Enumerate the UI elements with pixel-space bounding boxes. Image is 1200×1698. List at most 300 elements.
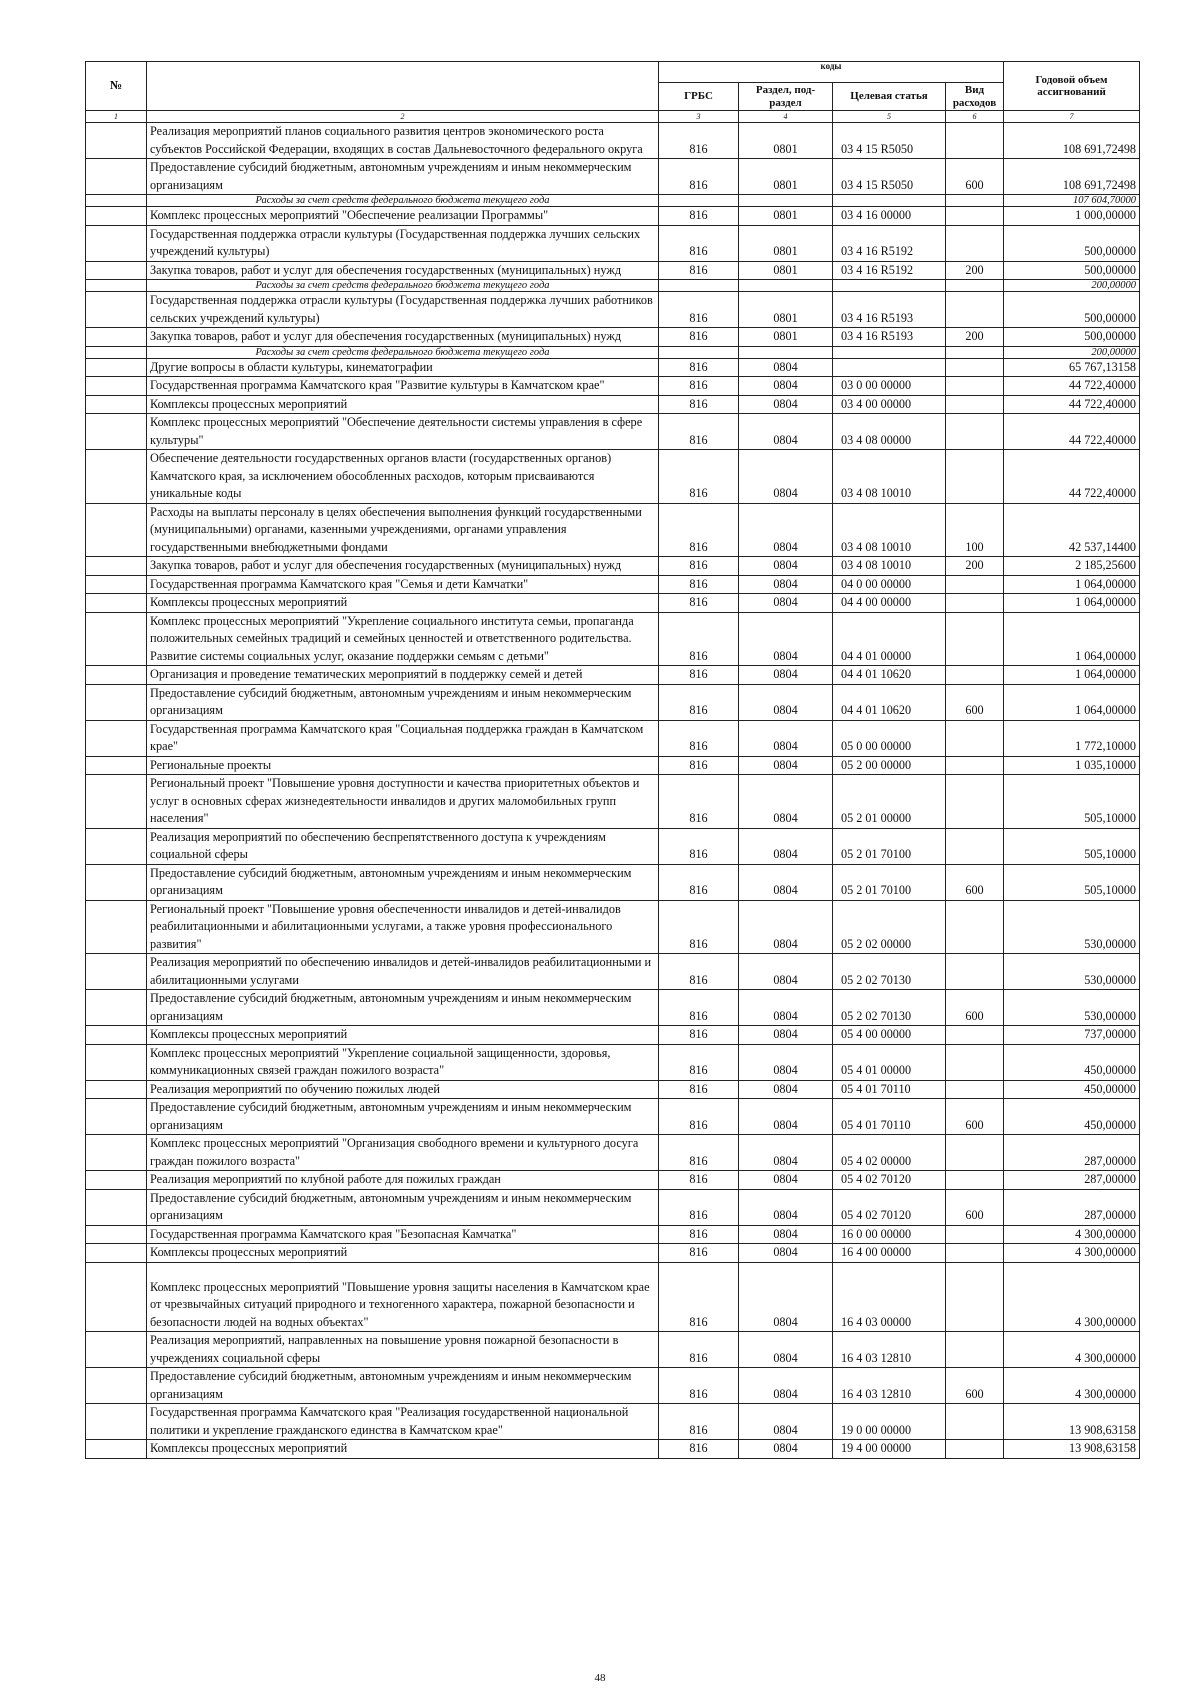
- row-name: Закупка товаров, работ и услуг для обеспечения государственных (муниципальных) нужд: [147, 557, 659, 576]
- row-expense-type: 600: [946, 1099, 1004, 1135]
- row-expense-type: 600: [946, 1189, 1004, 1225]
- row-name: Обеспечение деятельности государственных органов власти (государственных органов) Камчатского края, за исключением обособленных расходов, которым присваиваются уникальные коды: [147, 450, 659, 504]
- table-row: [86, 346, 1140, 358]
- table-row: [86, 828, 1140, 864]
- row-rzpr: 0801: [739, 159, 833, 195]
- column-index: 3: [659, 111, 739, 123]
- row-grbs: 816: [659, 864, 739, 900]
- row-target-article: 05 2 02 00000: [833, 900, 946, 954]
- row-name: Государственная программа Камчатского края "Реализация государственной национальной политики и укрепление гражданского единства в Камчатском крае": [147, 1404, 659, 1440]
- table-row: [86, 159, 1140, 195]
- row-amount: 287,00000: [1004, 1135, 1140, 1171]
- row-amount: 737,00000: [1004, 1026, 1140, 1045]
- row-grbs: 816: [659, 900, 739, 954]
- row-target-article: 05 4 01 00000: [833, 1044, 946, 1080]
- row-target-article: 05 4 01 70110: [833, 1099, 946, 1135]
- row-name: Расходы на выплаты персоналу в целях обеспечения выполнения функций государственными (муниципальными) органами, казенными учреждениями, органами управления государственными внебюджетными фондами: [147, 503, 659, 557]
- row-target-article: 03 4 08 00000: [833, 414, 946, 450]
- row-amount: 500,00000: [1004, 261, 1140, 280]
- row-expense-type: [946, 346, 1004, 358]
- row-rzpr: 0804: [739, 990, 833, 1026]
- row-number: [86, 450, 147, 504]
- row-number: [86, 225, 147, 261]
- row-expense-type: 100: [946, 503, 1004, 557]
- column-index: 4: [739, 111, 833, 123]
- row-expense-type: 600: [946, 864, 1004, 900]
- row-amount: 1 064,00000: [1004, 612, 1140, 666]
- row-rzpr: 0804: [739, 414, 833, 450]
- table-row: [86, 1244, 1140, 1263]
- row-amount: 4 300,00000: [1004, 1332, 1140, 1368]
- row-rzpr: 0804: [739, 450, 833, 504]
- row-amount: 4 300,00000: [1004, 1368, 1140, 1404]
- row-grbs: 816: [659, 720, 739, 756]
- row-grbs: 816: [659, 159, 739, 195]
- row-grbs: 816: [659, 395, 739, 414]
- row-expense-type: [946, 395, 1004, 414]
- row-number: [86, 1044, 147, 1080]
- row-expense-type: [946, 828, 1004, 864]
- row-amount: 1 064,00000: [1004, 684, 1140, 720]
- row-rzpr: 0804: [739, 1026, 833, 1045]
- row-grbs: 816: [659, 1404, 739, 1440]
- row-rzpr: 0804: [739, 1044, 833, 1080]
- row-target-article: [833, 358, 946, 377]
- table-row: [86, 207, 1140, 226]
- row-rzpr: 0801: [739, 123, 833, 159]
- header-codes: коды: [659, 62, 1004, 83]
- row-grbs: 816: [659, 1332, 739, 1368]
- table-row: [86, 1026, 1140, 1045]
- row-target-article: 05 2 00 00000: [833, 756, 946, 775]
- row-grbs: 816: [659, 1135, 739, 1171]
- row-number: [86, 503, 147, 557]
- row-grbs: 816: [659, 414, 739, 450]
- table-row: [86, 900, 1140, 954]
- row-grbs: 816: [659, 450, 739, 504]
- row-amount: 505,10000: [1004, 864, 1140, 900]
- column-index: 1: [86, 111, 147, 123]
- row-number: [86, 954, 147, 990]
- row-amount: 450,00000: [1004, 1080, 1140, 1099]
- row-target-article: 03 4 08 10010: [833, 503, 946, 557]
- column-index: 7: [1004, 111, 1140, 123]
- row-name: Региональный проект "Повышение уровня доступности и качества приоритетных объектов и услуг в основных сферах жизнедеятельности инвалидов и других маломобильных групп населения": [147, 775, 659, 829]
- table-row: [86, 1332, 1140, 1368]
- table-row: [86, 1080, 1140, 1099]
- row-amount: 1 035,10000: [1004, 756, 1140, 775]
- row-target-article: 05 2 02 70130: [833, 954, 946, 990]
- row-expense-type: [946, 207, 1004, 226]
- row-name: Государственная поддержка отрасли культуры (Государственная поддержка лучших сельских учреждений культуры): [147, 225, 659, 261]
- table-row: [86, 594, 1140, 613]
- row-name: Предоставление субсидий бюджетным, автономным учреждениям и иным некоммерческим организациям: [147, 159, 659, 195]
- row-expense-type: [946, 900, 1004, 954]
- row-amount: 1 064,00000: [1004, 666, 1140, 685]
- row-rzpr: 0804: [739, 594, 833, 613]
- row-grbs: 816: [659, 1171, 739, 1190]
- row-name: Организация и проведение тематических мероприятий в поддержку семей и детей: [147, 666, 659, 685]
- row-target-article: 03 4 16 R5193: [833, 292, 946, 328]
- row-expense-type: 200: [946, 261, 1004, 280]
- table-row: [86, 954, 1140, 990]
- row-name: Комплексы процессных мероприятий: [147, 395, 659, 414]
- row-expense-type: [946, 377, 1004, 396]
- row-name: Реализация мероприятий по обучению пожилых людей: [147, 1080, 659, 1099]
- row-rzpr: 0804: [739, 1262, 833, 1332]
- table-row: [86, 195, 1140, 207]
- row-amount: 108 691,72498: [1004, 159, 1140, 195]
- row-number: [86, 684, 147, 720]
- table-row: [86, 1135, 1140, 1171]
- table-row: [86, 328, 1140, 347]
- row-number: [86, 575, 147, 594]
- row-target-article: 05 2 01 70100: [833, 828, 946, 864]
- row-number: [86, 1262, 147, 1332]
- row-rzpr: [739, 346, 833, 358]
- row-expense-type: [946, 225, 1004, 261]
- table-row: [86, 450, 1140, 504]
- row-target-article: 05 4 02 00000: [833, 1135, 946, 1171]
- row-rzpr: 0804: [739, 575, 833, 594]
- table-row: [86, 1099, 1140, 1135]
- row-rzpr: 0804: [739, 900, 833, 954]
- row-amount: 4 300,00000: [1004, 1225, 1140, 1244]
- row-name: Комплекс процессных мероприятий "Повышение уровня защиты населения в Камчатском крае от чрезвычайных ситуаций природного и техногенного характера, пожарной безопасности и безопасности людей на водных объектах": [147, 1262, 659, 1332]
- row-name: Закупка товаров, работ и услуг для обеспечения государственных (муниципальных) нужд: [147, 261, 659, 280]
- table-row: [86, 756, 1140, 775]
- row-rzpr: 0804: [739, 954, 833, 990]
- table-row: [86, 1262, 1140, 1332]
- row-grbs: 816: [659, 377, 739, 396]
- column-index: 2: [147, 111, 659, 123]
- table-row: [86, 395, 1140, 414]
- row-name: Комплексы процессных мероприятий: [147, 594, 659, 613]
- row-rzpr: 0801: [739, 261, 833, 280]
- row-target-article: 03 4 16 R5192: [833, 225, 946, 261]
- row-number: [86, 159, 147, 195]
- row-amount: 13 908,63158: [1004, 1404, 1140, 1440]
- row-expense-type: [946, 954, 1004, 990]
- row-grbs: 816: [659, 292, 739, 328]
- row-target-article: 04 4 01 10620: [833, 684, 946, 720]
- row-target-article: 16 4 03 00000: [833, 1262, 946, 1332]
- row-rzpr: 0804: [739, 377, 833, 396]
- row-number: [86, 328, 147, 347]
- row-target-article: 16 4 00 00000: [833, 1244, 946, 1263]
- table-row: [86, 1189, 1140, 1225]
- row-expense-type: [946, 1440, 1004, 1459]
- row-name: Реализация мероприятий по клубной работе для пожилых граждан: [147, 1171, 659, 1190]
- row-amount: 44 722,40000: [1004, 395, 1140, 414]
- row-number: [86, 756, 147, 775]
- row-grbs: 816: [659, 775, 739, 829]
- row-target-article: 04 4 01 10620: [833, 666, 946, 685]
- row-name: Государственная поддержка отрасли культуры (Государственная поддержка лучших работников сельских учреждений культуры): [147, 292, 659, 328]
- row-amount: 44 722,40000: [1004, 377, 1140, 396]
- row-expense-type: 600: [946, 159, 1004, 195]
- row-grbs: 816: [659, 1244, 739, 1263]
- row-grbs: 816: [659, 358, 739, 377]
- row-target-article: 03 0 00 00000: [833, 377, 946, 396]
- row-name: Реализация мероприятий по обеспечению инвалидов и детей-инвалидов реабилитационными и абилитационными услугами: [147, 954, 659, 990]
- row-amount: 4 300,00000: [1004, 1244, 1140, 1263]
- table-row: [86, 414, 1140, 450]
- row-grbs: 816: [659, 828, 739, 864]
- row-amount: 200,00000: [1004, 280, 1140, 292]
- row-amount: 44 722,40000: [1004, 414, 1140, 450]
- table-row: [86, 503, 1140, 557]
- row-amount: 1 772,10000: [1004, 720, 1140, 756]
- row-amount: 108 691,72498: [1004, 123, 1140, 159]
- row-number: [86, 612, 147, 666]
- row-expense-type: [946, 1332, 1004, 1368]
- row-target-article: [833, 195, 946, 207]
- row-rzpr: [739, 195, 833, 207]
- row-grbs: 816: [659, 1026, 739, 1045]
- table-row: [86, 1044, 1140, 1080]
- table-row: [86, 1171, 1140, 1190]
- row-target-article: 04 4 01 00000: [833, 612, 946, 666]
- header-volume: Годовой объем ассигнований: [1004, 62, 1140, 111]
- table-row: [86, 292, 1140, 328]
- table-header: [86, 62, 1140, 123]
- row-grbs: 816: [659, 207, 739, 226]
- row-target-article: 19 0 00 00000: [833, 1404, 946, 1440]
- row-expense-type: [946, 123, 1004, 159]
- row-target-article: 03 4 16 R5193: [833, 328, 946, 347]
- row-grbs: 816: [659, 261, 739, 280]
- row-amount: 1 000,00000: [1004, 207, 1140, 226]
- row-target-article: 03 4 16 00000: [833, 207, 946, 226]
- row-grbs: 816: [659, 1225, 739, 1244]
- row-target-article: 19 4 00 00000: [833, 1440, 946, 1459]
- row-grbs: 816: [659, 666, 739, 685]
- row-number: [86, 280, 147, 292]
- row-target-article: 05 4 02 70120: [833, 1189, 946, 1225]
- row-rzpr: 0804: [739, 358, 833, 377]
- row-name: Комплекс процессных мероприятий "Укрепление социальной защищенности, здоровья, коммуникационных связей граждан пожилого возраста": [147, 1044, 659, 1080]
- table-row: [86, 1368, 1140, 1404]
- row-amount: 505,10000: [1004, 775, 1140, 829]
- row-name: Предоставление субсидий бюджетным, автономным учреждениям и иным некоммерческим организациям: [147, 684, 659, 720]
- row-expense-type: [946, 1171, 1004, 1190]
- row-target-article: 03 4 00 00000: [833, 395, 946, 414]
- row-grbs: 816: [659, 557, 739, 576]
- row-target-article: 04 0 00 00000: [833, 575, 946, 594]
- row-name: Реализация мероприятий по обеспечению беспрепятственного доступа к учреждениям социальной сферы: [147, 828, 659, 864]
- row-expense-type: [946, 1225, 1004, 1244]
- row-number: [86, 1225, 147, 1244]
- row-name: Расходы за счет средств федерального бюджета текущего года: [147, 195, 659, 207]
- row-expense-type: 200: [946, 557, 1004, 576]
- row-expense-type: [946, 1404, 1004, 1440]
- table-row: [86, 280, 1140, 292]
- row-rzpr: 0804: [739, 1080, 833, 1099]
- table-row: [86, 377, 1140, 396]
- row-name: Региональный проект "Повышение уровня обеспеченности инвалидов и детей-инвалидов реабилитационными и абилитационными услугами, а также уровня профессионального развития": [147, 900, 659, 954]
- row-name: Комплекс процессных мероприятий "Обеспечение деятельности системы управления в сфере культуры": [147, 414, 659, 450]
- row-target-article: 05 4 02 70120: [833, 1171, 946, 1190]
- table-row: [86, 123, 1140, 159]
- row-number: [86, 990, 147, 1026]
- row-name: Комплексы процессных мероприятий: [147, 1440, 659, 1459]
- row-grbs: 816: [659, 684, 739, 720]
- row-rzpr: 0804: [739, 1332, 833, 1368]
- row-rzpr: 0804: [739, 864, 833, 900]
- row-rzpr: 0804: [739, 828, 833, 864]
- row-rzpr: 0804: [739, 1440, 833, 1459]
- row-target-article: 05 2 02 70130: [833, 990, 946, 1026]
- row-expense-type: [946, 292, 1004, 328]
- table-row: [86, 358, 1140, 377]
- row-amount: 44 722,40000: [1004, 450, 1140, 504]
- row-target-article: 03 4 15 R5050: [833, 159, 946, 195]
- row-grbs: 816: [659, 575, 739, 594]
- header-grbs: ГРБС: [659, 83, 739, 111]
- row-amount: 505,10000: [1004, 828, 1140, 864]
- row-name: Расходы за счет средств федерального бюджета текущего года: [147, 346, 659, 358]
- row-rzpr: 0804: [739, 684, 833, 720]
- row-amount: 1 064,00000: [1004, 575, 1140, 594]
- row-target-article: [833, 346, 946, 358]
- row-number: [86, 377, 147, 396]
- row-rzpr: 0804: [739, 756, 833, 775]
- table-row: [86, 666, 1140, 685]
- row-target-article: 03 4 16 R5192: [833, 261, 946, 280]
- row-number: [86, 261, 147, 280]
- row-rzpr: 0801: [739, 207, 833, 226]
- row-number: [86, 1099, 147, 1135]
- header-name: [147, 62, 659, 111]
- row-number: [86, 395, 147, 414]
- row-expense-type: [946, 575, 1004, 594]
- table-row: [86, 261, 1140, 280]
- row-amount: 200,00000: [1004, 346, 1140, 358]
- row-expense-type: [946, 612, 1004, 666]
- row-grbs: 816: [659, 594, 739, 613]
- row-grbs: 816: [659, 1099, 739, 1135]
- row-rzpr: [739, 280, 833, 292]
- row-target-article: 03 4 08 10010: [833, 450, 946, 504]
- row-amount: 13 908,63158: [1004, 1440, 1140, 1459]
- row-grbs: [659, 346, 739, 358]
- row-name: Предоставление субсидий бюджетным, автономным учреждениям и иным некоммерческим организациям: [147, 990, 659, 1026]
- row-rzpr: 0804: [739, 666, 833, 685]
- row-rzpr: 0804: [739, 775, 833, 829]
- row-number: [86, 1332, 147, 1368]
- row-grbs: 816: [659, 1189, 739, 1225]
- row-grbs: 816: [659, 756, 739, 775]
- row-expense-type: [946, 594, 1004, 613]
- row-target-article: [833, 280, 946, 292]
- row-number: [86, 1404, 147, 1440]
- row-name: Государственная программа Камчатского края "Семья и дети Камчатки": [147, 575, 659, 594]
- row-amount: 500,00000: [1004, 225, 1140, 261]
- row-amount: 500,00000: [1004, 292, 1140, 328]
- row-expense-type: 200: [946, 328, 1004, 347]
- row-amount: 530,00000: [1004, 990, 1140, 1026]
- row-grbs: 816: [659, 503, 739, 557]
- row-amount: 1 064,00000: [1004, 594, 1140, 613]
- row-name: Комплексы процессных мероприятий: [147, 1244, 659, 1263]
- row-name: Комплекс процессных мероприятий "Организация свободного времени и культурного досуга граждан пожилого возраста": [147, 1135, 659, 1171]
- page-number: 48: [594, 1672, 606, 1684]
- row-grbs: 816: [659, 123, 739, 159]
- row-target-article: 05 4 00 00000: [833, 1026, 946, 1045]
- row-target-article: 05 4 01 70110: [833, 1080, 946, 1099]
- row-target-article: 03 4 08 10010: [833, 557, 946, 576]
- row-name: Предоставление субсидий бюджетным, автономным учреждениям и иным некоммерческим организациям: [147, 1189, 659, 1225]
- row-name: Реализация мероприятий, направленных на повышение уровня пожарной безопасности в учреждениях социальной сферы: [147, 1332, 659, 1368]
- row-expense-type: [946, 280, 1004, 292]
- row-grbs: 816: [659, 612, 739, 666]
- row-target-article: 16 0 00 00000: [833, 1225, 946, 1244]
- row-number: [86, 123, 147, 159]
- row-target-article: 05 0 00 00000: [833, 720, 946, 756]
- row-number: [86, 1440, 147, 1459]
- header-rzpr: Раздел, под-раздел: [739, 83, 833, 111]
- row-amount: 42 537,14400: [1004, 503, 1140, 557]
- row-name: Государственная программа Камчатского края "Безопасная Камчатка": [147, 1225, 659, 1244]
- table-row: [86, 864, 1140, 900]
- row-name: Реализация мероприятий планов социального развития центров экономического роста субъектов Российской Федерации, входящих в состав Дальневосточного федерального округа: [147, 123, 659, 159]
- row-number: [86, 195, 147, 207]
- table-row: [86, 612, 1140, 666]
- row-number: [86, 775, 147, 829]
- row-grbs: 816: [659, 1440, 739, 1459]
- row-target-article: 04 4 00 00000: [833, 594, 946, 613]
- row-expense-type: [946, 1080, 1004, 1099]
- row-amount: 530,00000: [1004, 900, 1140, 954]
- row-number: [86, 358, 147, 377]
- row-name: Региональные проекты: [147, 756, 659, 775]
- row-amount: 500,00000: [1004, 328, 1140, 347]
- row-name: Закупка товаров, работ и услуг для обеспечения государственных (муниципальных) нужд: [147, 328, 659, 347]
- header-number: №: [86, 62, 147, 111]
- row-rzpr: 0804: [739, 395, 833, 414]
- row-name: Другие вопросы в области культуры, кинематографии: [147, 358, 659, 377]
- table-row: [86, 225, 1140, 261]
- row-grbs: 816: [659, 954, 739, 990]
- row-target-article: 05 2 01 00000: [833, 775, 946, 829]
- row-expense-type: 600: [946, 990, 1004, 1026]
- row-number: [86, 207, 147, 226]
- row-name: Комплексы процессных мероприятий: [147, 1026, 659, 1045]
- row-rzpr: 0804: [739, 1225, 833, 1244]
- row-expense-type: [946, 775, 1004, 829]
- row-target-article: 16 4 03 12810: [833, 1368, 946, 1404]
- row-expense-type: 600: [946, 684, 1004, 720]
- row-rzpr: 0804: [739, 503, 833, 557]
- row-amount: 450,00000: [1004, 1044, 1140, 1080]
- row-expense-type: [946, 720, 1004, 756]
- row-grbs: 816: [659, 1368, 739, 1404]
- row-rzpr: 0804: [739, 1135, 833, 1171]
- header-cst: Целевая статья: [833, 83, 946, 111]
- row-expense-type: [946, 414, 1004, 450]
- row-grbs: [659, 195, 739, 207]
- row-name: Комплекс процессных мероприятий "Укрепление социального института семьи, пропаганда положительных семейных традиций и семейных ценностей и ответственного родительства. Развитие системы социальных услуг, оказание поддержки семьям с детьми": [147, 612, 659, 666]
- row-expense-type: [946, 666, 1004, 685]
- row-number: [86, 1080, 147, 1099]
- row-rzpr: 0804: [739, 1404, 833, 1440]
- row-number: [86, 1244, 147, 1263]
- row-target-article: 05 2 01 70100: [833, 864, 946, 900]
- row-expense-type: [946, 195, 1004, 207]
- row-expense-type: [946, 756, 1004, 775]
- row-rzpr: 0804: [739, 557, 833, 576]
